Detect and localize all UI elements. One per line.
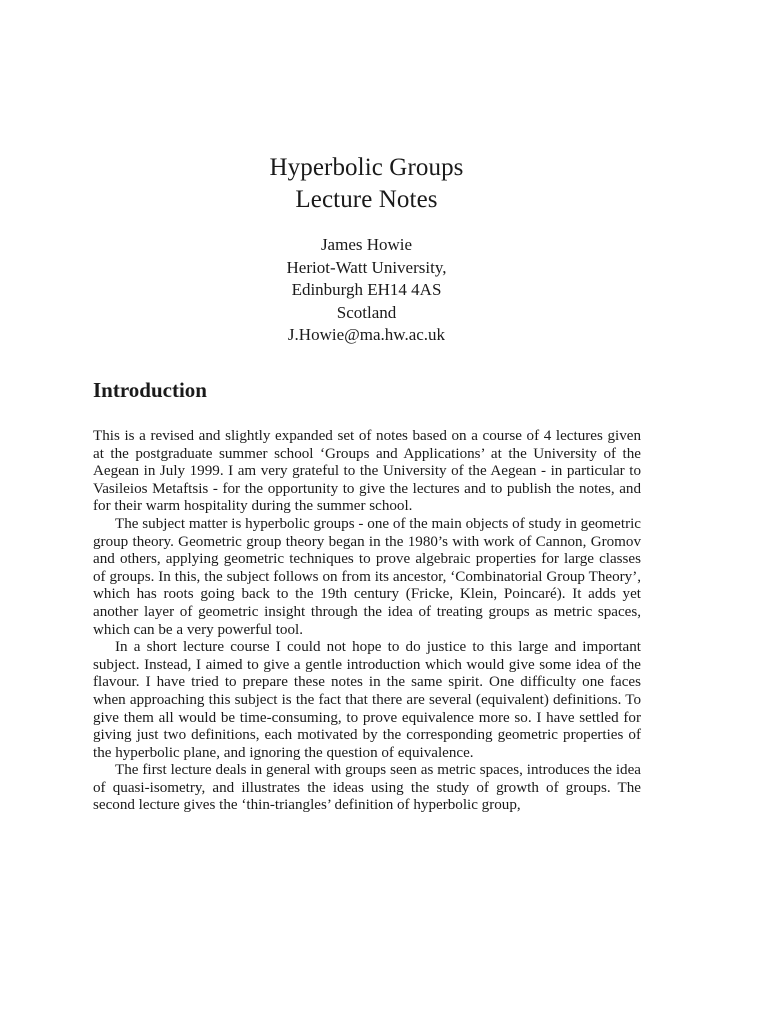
section-body bbox=[93, 428, 641, 815]
paragraph: The first lecture deals in general with groups seen as metric spaces, introduces the idea of quasi-isometry, and illustrates the ideas using the study of growth of groups. The second lecture gives the ‘thin-triangles’ definition of hyperbolic group, bbox=[93, 762, 641, 814]
title-line-2: Lecture Notes bbox=[295, 186, 438, 213]
author-address: Edinburgh EH14 4AS bbox=[291, 280, 442, 299]
author-country: Scotland bbox=[336, 302, 397, 322]
paragraph: The subject matter is hyperbolic groups - one of the main objects of study in geometric group theory. Geometric group theory began in the 1980’s with work of Cannon, Gromov and others, applying geometric techniques to prove algebraic properties for large classes of groups. In this, the subject follows on from its ancestor, ‘Combinatorial Group Theory’, which has roots going back to the 19th century (Fricke, Klein, Poincaré). It adds yet another layer of geometric insight through the idea of treating groups as metric spaces, which can be a very powerful tool. bbox=[93, 515, 641, 638]
title-line-1: Hyperbolic Groups bbox=[269, 154, 464, 181]
paragraph: This is a revised and slightly expanded set of notes based on a course of 4 lectures given at the postgraduate summer school ‘Groups and Applications’ at the University of the Aegean in July 1999. I am very grateful to the University of the Aegean - in particular to Vasileios Metaftsis - for the opportunity to give the lectures and to publish the notes, and for their warm hospitality during the summer school. bbox=[93, 428, 641, 515]
author-email: J.Howie@ma.hw.ac.uk bbox=[287, 325, 446, 344]
section-heading: Introduction bbox=[93, 378, 207, 402]
author-info bbox=[0, 234, 733, 347]
document-title bbox=[0, 152, 733, 216]
paragraph: In a short lecture course I could not hope to do justice to this large and important subject. Instead, I aimed to give a gentle introduction which would give some idea of the flavour. I have tried to prepare these notes in the same spirit. One difficulty one faces when approaching this subject is the fact that there are several (equivalent) definitions. To give them all would be time-consuming, to prove equivalence more so. I have settled for giving just two definitions, each motivated by the corresponding geometric properties of the hyperbolic plane, and ignoring the question of equivalence. bbox=[93, 639, 641, 761]
author-name: James Howie bbox=[320, 235, 413, 254]
author-affiliation: Heriot-Watt University, bbox=[286, 257, 447, 277]
